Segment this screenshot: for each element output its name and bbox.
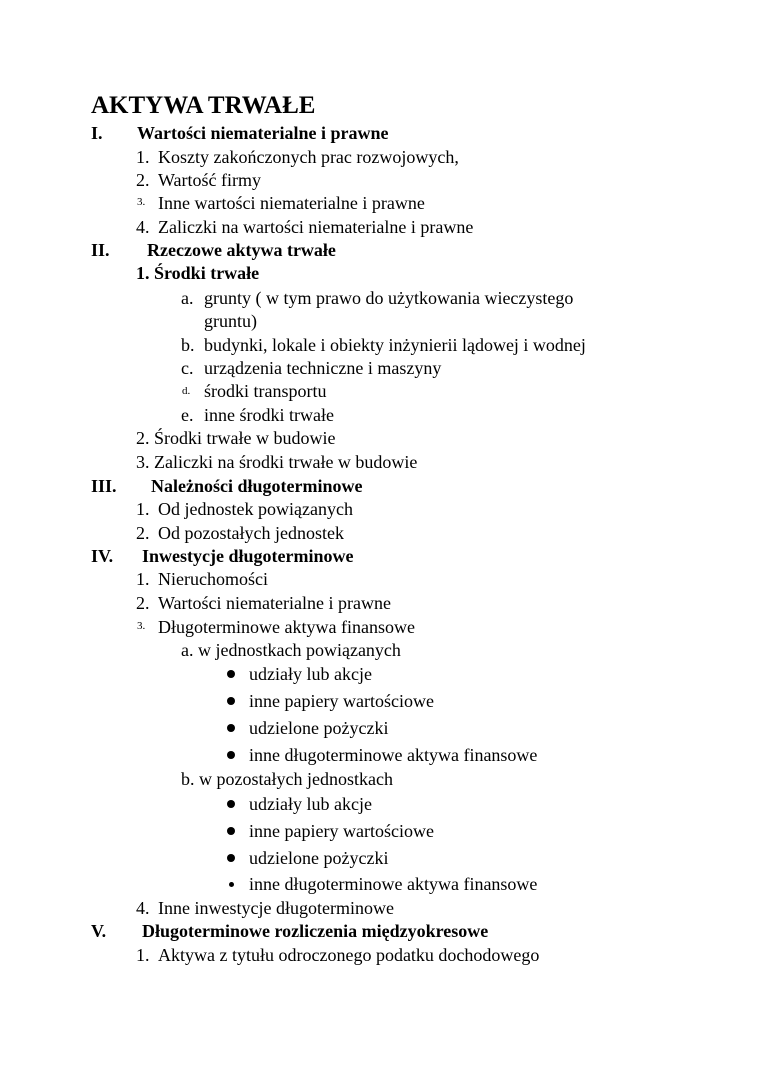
- section-number: II.: [91, 240, 110, 260]
- bullet-item: udzielone pożyczki: [249, 718, 389, 738]
- list-item-number: 1.: [136, 499, 150, 519]
- list-item: grunty ( w tym prawo do użytkowania wieczystego: [204, 288, 574, 308]
- bullet-item: udzielone pożyczki: [249, 848, 389, 868]
- list-item: środki transportu: [204, 381, 327, 401]
- section-heading: Inwestycje długoterminowe: [142, 546, 354, 566]
- section-number: V.: [91, 921, 107, 941]
- bullet-item: inne papiery wartościowe: [249, 821, 434, 841]
- bullet-icon: [227, 827, 235, 835]
- list-item: budynki, lokale i obiekty inżynierii lądowej i wodnej: [204, 335, 586, 355]
- bullet-icon: [229, 882, 234, 887]
- bullet-icon: [227, 854, 235, 862]
- section-heading: Należności długoterminowe: [151, 476, 363, 496]
- section-number: I.: [91, 123, 103, 143]
- list-item: 2. Środki trwałe w budowie: [136, 428, 336, 448]
- list-item-letter: c.: [181, 358, 194, 378]
- bullet-item: inne papiery wartościowe: [249, 691, 434, 711]
- list-item-number: 4.: [136, 217, 150, 237]
- list-item-number: 2.: [136, 523, 150, 543]
- list-item: urządzenia techniczne i maszyny: [204, 358, 442, 378]
- subsection-heading: 1. Środki trwałe: [136, 263, 260, 283]
- list-item: Zaliczki na wartości niematerialne i prawne: [158, 217, 474, 237]
- list-item-number: 2.: [136, 593, 150, 613]
- bullet-item: inne długoterminowe aktywa finansowe: [249, 874, 538, 894]
- list-item: Inne wartości niematerialne i prawne: [158, 193, 425, 213]
- list-item: Nieruchomości: [158, 569, 268, 589]
- list-item: Od jednostek powiązanych: [158, 499, 353, 519]
- list-item: Koszty zakończonych prac rozwojowych,: [158, 147, 459, 167]
- bullet-icon: [227, 670, 235, 678]
- group-label: a. w jednostkach powiązanych: [181, 640, 401, 660]
- list-item-number: 1.: [136, 569, 150, 589]
- section-heading: Długoterminowe rozliczenia międzyokresowe: [142, 921, 489, 941]
- section-heading: Rzeczowe aktywa trwałe: [147, 240, 336, 260]
- list-item-number: 2.: [136, 170, 150, 190]
- bullet-icon: [227, 800, 235, 808]
- list-item: Wartości niematerialne i prawne: [158, 593, 391, 613]
- bullet-icon: [227, 697, 235, 705]
- list-item-number: 3.: [137, 196, 146, 208]
- list-item-number: 1.: [136, 945, 150, 965]
- section-number: IV.: [91, 546, 114, 566]
- list-item: Od pozostałych jednostek: [158, 523, 344, 543]
- list-item-number: 1.: [136, 147, 150, 167]
- bullet-icon: [227, 724, 235, 732]
- section-number: III.: [91, 476, 117, 496]
- bullet-item: inne długoterminowe aktywa finansowe: [249, 745, 538, 765]
- list-item-letter: a.: [181, 288, 194, 308]
- list-item: 3. Zaliczki na środki trwałe w budowie: [136, 452, 418, 472]
- document-title: AKTYWA TRWAŁE: [91, 92, 316, 119]
- list-item-letter: b.: [181, 335, 195, 355]
- list-item: inne środki trwałe: [204, 405, 334, 425]
- list-item: Inne inwestycje długoterminowe: [158, 898, 394, 918]
- list-item: Długoterminowe aktywa finansowe: [158, 617, 415, 637]
- list-item: Wartość firmy: [158, 170, 262, 190]
- list-item: Aktywa z tytułu odroczonego podatku dochodowego: [158, 945, 540, 965]
- list-item-letter: e.: [181, 405, 194, 425]
- list-item-number: 3.: [137, 620, 146, 632]
- bullet-item: udziały lub akcje: [249, 794, 372, 814]
- list-item-letter: d.: [182, 385, 191, 397]
- bullet-item: udziały lub akcje: [249, 664, 372, 684]
- list-item-continuation: gruntu): [204, 311, 257, 331]
- section-heading: Wartości niematerialne i prawne: [137, 123, 389, 143]
- bullet-icon: [227, 751, 235, 759]
- list-item-number: 4.: [136, 898, 150, 918]
- group-label: b. w pozostałych jednostkach: [181, 769, 393, 789]
